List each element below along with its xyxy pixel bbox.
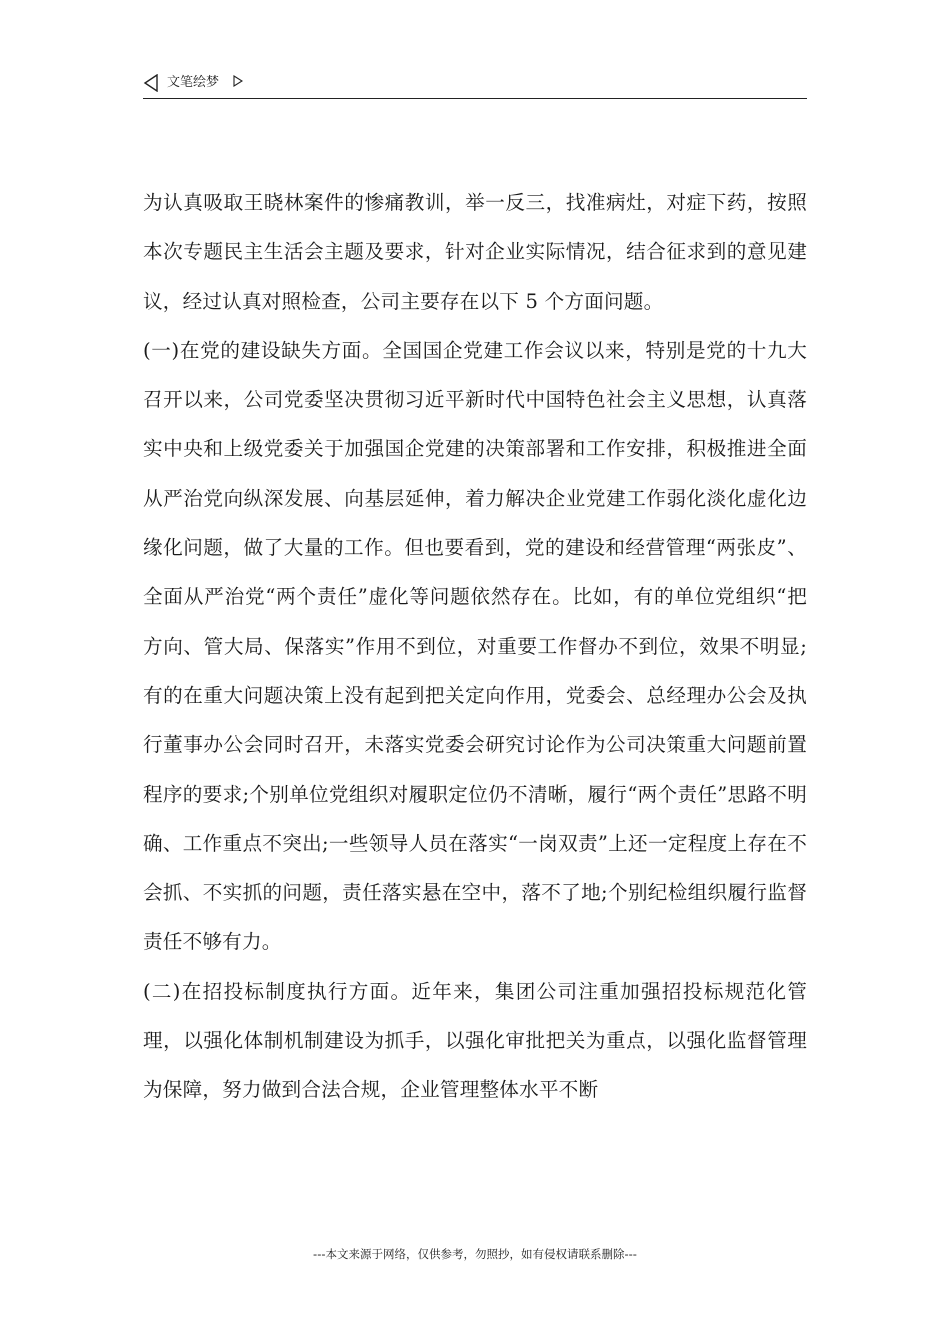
paragraph-bidding: (二)在招投标制度执行方面。近年来，集团公司注重加强招投标规范化管理，以强化体制机制建设为抓手，以强化审批把关为重点，以强化监督管理为保障，努力做到合法合规，企业管理整体水平不断: [143, 979, 807, 1102]
triangle-right-icon: [233, 75, 243, 87]
page-footer: ---本文来源于网络，仅供参考，勿照抄，如有侵权请联系删除---: [313, 1247, 637, 1261]
paragraph-party-building: (一)在党的建设缺失方面。全国国企党建工作会议以来，特别是党的十九大召开以来，公司党委坚决贯彻习近平新时代中国特色社会主义思想，认真落实中央和上级党委关于加强国企党建的决策部署和工作安排，积极推进全面从严治党向纵深发展、向基层延伸，着力解决企业党建工作弱化淡化虚化边缘化问题，做了大量的工作。但也要看到，党的建设和经营管理“两张皮”、全面从严治党“两个责任”虚化等问题依然存在。比如，有的单位党组织“把方向、管大局、保落实”作用不到位，对重要工作督办不到位，效果不明显;有的在重大问题决策上没有起到把关定向作用，党委会、总经理办公会及执行董事办公会同时召开，未落实党委会研究讨论作为公司决策重大问题前置程序的要求;个别单位党组织对履职定位仍不清晰，履行“两个责任”思路不明确、工作重点不突出;一些领导人员在落实“一岗双责”上还一定程度上存在不会抓、不实抓的问题，责任落实悬在空中，落不了地;个别纪检组织履行监督责任不够有力。: [143, 338, 807, 954]
triangle-left-icon: [143, 74, 159, 92]
header-title: 文笔绘梦: [167, 75, 220, 90]
document-body: [143, 178, 807, 1115]
paragraph-intro: 为认真吸取王晓林案件的惨痛教训，举一反三，找准病灶，对症下药，按照本次专题民主生活会主题及要求，针对企业实际情况，结合征求到的意见建议，经过认真对照检查，公司主要存在以下 5 个方面问题。: [143, 191, 807, 313]
page-header: [143, 72, 807, 99]
